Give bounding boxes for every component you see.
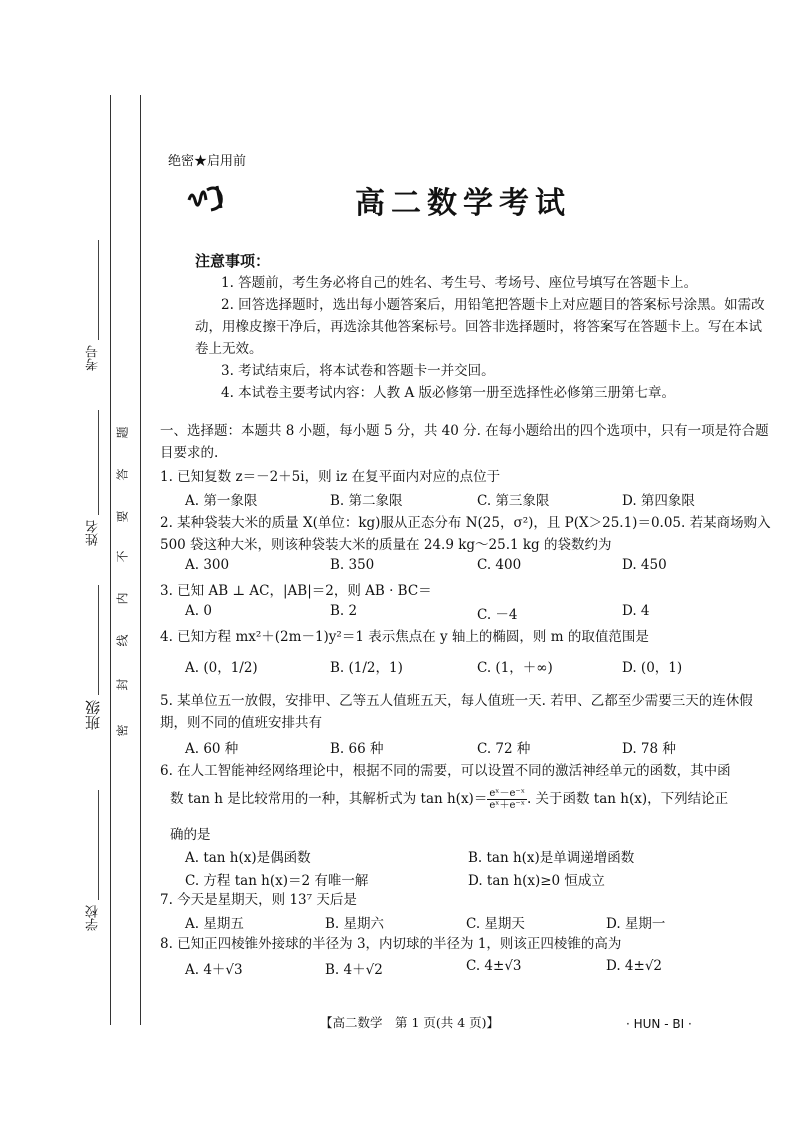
question-stem: 5. 某单位五一放假，安排甲、乙等五人值班五天，每人值班一天. 若甲、乙都至少需要三天的连休假期，则不同的值班安排共有 — [160, 693, 753, 731]
option-a: A. 60 种 — [185, 741, 239, 757]
fraction-denominator: eˣ＋e⁻ˣ — [489, 800, 525, 811]
notice-item: 2. 回答选择题时，选出每小题答案后，用铅笔把答题卡上对应题目的答案标号涂黑。如需改动，用橡皮擦干净后，再选涂其他答案标号。回答非选择题时，将答案写在答题卡上。写在本试卷上无效。 — [195, 297, 765, 357]
question-stem-line3: 确的是 — [170, 827, 211, 843]
school-label: 学校 — [86, 905, 101, 931]
option-b: B. 350 — [330, 557, 375, 573]
option-c: C. 星期天 — [466, 916, 525, 932]
fraction — [487, 788, 527, 811]
notice-item: 3. 考试结束后，将本试卷和答题卡一并交回。 — [221, 363, 495, 379]
question-stem: 7. 今天是星期天，则 13⁷ 天后是 — [160, 892, 357, 908]
option-b: B. 2 — [330, 603, 358, 619]
stem-text: 数 tan h 是比较常用的一种，其解析式为 tan h(x)＝ — [170, 791, 488, 807]
option-c: C. 方程 tan h(x)＝2 有唯一解 — [185, 873, 369, 889]
option-c: C. 400 — [477, 557, 522, 573]
seal-char: 内 — [115, 592, 130, 605]
question-stem: 6. 在人工智能神经网络理论中，根据不同的需要，可以设置不同的激活神经单元的函数，其中函 — [160, 763, 731, 779]
option-b: B. (1/2，1) — [330, 660, 403, 676]
option-c: C. (1，＋∞) — [477, 660, 553, 676]
fraction-numerator: eˣ－e⁻ˣ — [489, 788, 525, 799]
class-label: 班级 — [84, 700, 102, 730]
option-b: B. 4＋√2 — [325, 962, 383, 978]
option-b: B. tan h(x)是单调递增函数 — [468, 850, 635, 866]
section-header: 一、选择题：本题共 8 小题，每小题 5 分，共 40 分. 在每小题给出的四个选项中，只有一项是符合题目要求的. — [160, 423, 769, 461]
exam-code: · HUN - BI · — [626, 1017, 692, 1031]
seal-char: 封 — [115, 678, 130, 691]
option-d: D. 第四象限 — [622, 493, 695, 509]
question-stem: 4. 已知方程 mx²＋(2m－1)y²＝1 表示焦点在 y 轴上的椭圆，则 m 的取值范围是 — [160, 629, 649, 645]
option-a: A. 4＋√3 — [185, 962, 243, 978]
option-a: A. 星期五 — [185, 916, 244, 932]
margin-rule-outer — [110, 95, 111, 1025]
option-a: A. 第一象限 — [185, 493, 258, 509]
confidential-mark: 绝密★启用前 — [168, 154, 247, 169]
seal-char: 要 — [115, 510, 130, 523]
option-a: A. 300 — [185, 557, 230, 573]
option-a: A. tan h(x)是偶函数 — [185, 850, 311, 866]
option-d: D. 4 — [622, 603, 650, 619]
option-b: B. 星期六 — [325, 916, 385, 932]
logo-scribble-icon — [185, 182, 235, 218]
option-c: C. 第三象限 — [477, 493, 550, 509]
option-b: B. 66 种 — [330, 741, 384, 757]
question-stem: 2. 某种袋装大米的质量 X(单位：kg)服从正态分布 N(25，σ²)，且 P(X＞25.1)＝0.05. 若某商场购入 500 袋这种大米，则该种袋装大米的质量在 24.9 kg～25.1 kg 的袋数约为 — [160, 515, 771, 553]
margin-rule-inner — [140, 95, 141, 1025]
question-stem: 1. 已知复数 z＝－2＋5i，则 iz 在复平面内对应的点位于 — [160, 469, 501, 485]
class-line — [98, 585, 99, 695]
option-b: B. 第二象限 — [330, 493, 403, 509]
question-stem-line2 — [170, 788, 785, 811]
seal-char: 答 — [115, 468, 130, 481]
option-a: A. 0 — [185, 603, 212, 619]
option-d: D. 78 种 — [622, 741, 676, 757]
notice-item: 4. 本试卷主要考试内容：人教 A 版必修第一册至选择性必修第三册第七章。 — [221, 385, 676, 401]
page-title: 高二数学考试 — [355, 186, 571, 221]
seal-char: 题 — [115, 426, 130, 439]
notice-title: 注意事项： — [195, 252, 271, 270]
school-line — [98, 790, 99, 900]
option-d: D. 4±√2 — [606, 958, 663, 974]
option-c: C. －4 — [477, 607, 518, 623]
seal-char: 线 — [115, 634, 130, 647]
option-d: D. tan h(x)≥0 恒成立 — [468, 873, 605, 889]
question-stem: 3. 已知 AB ⊥ AC，|AB|＝2，则 AB · BC＝ — [160, 583, 432, 599]
name-label: 姓名 — [86, 520, 101, 546]
option-d: D. (0，1) — [622, 660, 683, 676]
exam-no-label: 考号 — [86, 345, 101, 371]
seal-char: 不 — [115, 550, 130, 563]
question-stem: 8. 已知正四棱锥外接球的半径为 3，内切球的半径为 1，则该正四棱锥的高为 — [160, 936, 622, 952]
option-c: C. 72 种 — [477, 741, 531, 757]
seal-char: 密 — [115, 724, 130, 737]
name-line — [98, 410, 99, 515]
option-d: D. 450 — [622, 557, 667, 573]
option-a: A. (0，1/2) — [185, 660, 258, 676]
notice-item: 1. 答题前，考生务必将自己的姓名、考生号、考场号、座位号填写在答题卡上。 — [221, 275, 698, 291]
option-c: C. 4±√3 — [466, 958, 522, 974]
stem-text: . 关于函数 tan h(x)，下列结论正 — [526, 791, 729, 807]
option-d: D. 星期一 — [606, 916, 666, 932]
exam-no-line — [98, 240, 99, 340]
page-footer: 【高二数学 第 1 页(共 4 页)】 — [320, 1015, 500, 1030]
